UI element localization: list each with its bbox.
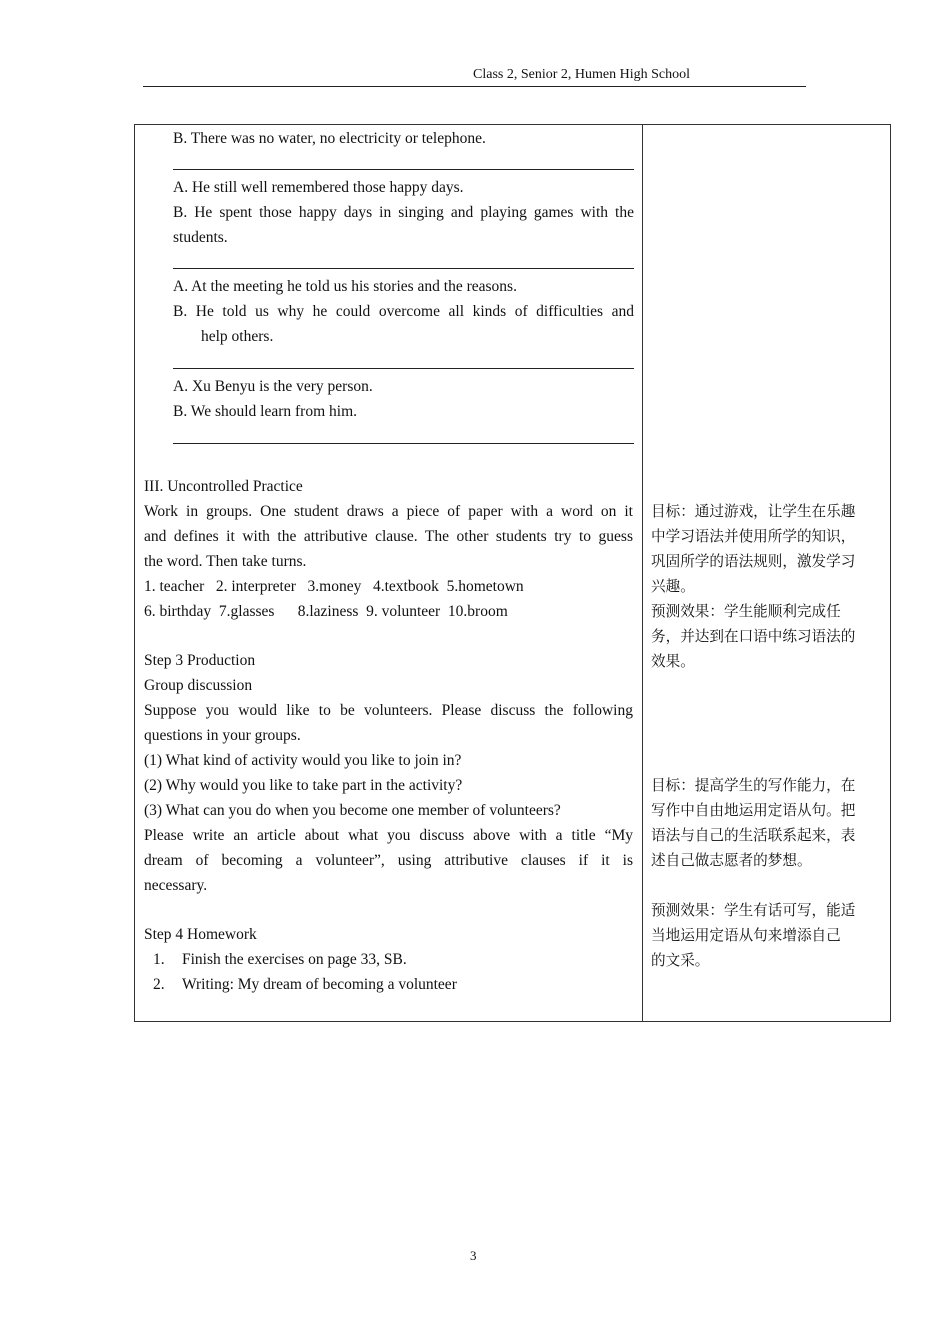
page-header <box>143 66 806 87</box>
homework-item-1-num: 1. <box>153 951 165 968</box>
note-production-line: 语法与自己的生活联系起来，表 <box>651 827 856 844</box>
lesson-table <box>134 124 891 1022</box>
pair-2-line-b: B. He spent those happy days in singing and playing games with the <box>173 204 634 221</box>
note-effect-line: 的文采。 <box>651 952 710 969</box>
note-practice-line: 目标：通过游戏，让学生在乐趣 <box>651 503 856 520</box>
answer-line-1 <box>173 169 634 170</box>
pair-2-line-b-cont: students. <box>173 229 228 246</box>
pair-3-line-a: A. At the meeting he told us his stories and the reasons. <box>173 278 517 295</box>
homework-title: Step 4 Homework <box>144 926 257 943</box>
note-effect-line: 当地运用定语从句来增添自己 <box>651 927 841 944</box>
pair-3-line-b-cont: help others. <box>201 328 274 345</box>
note-practice-line: 预测效果：学生能顺利完成任 <box>651 603 841 620</box>
pair-3-line-b: B. He told us why he could overcome all kinds of difficulties and <box>173 303 634 320</box>
pair-2-line-a: A. He still well remembered those happy days. <box>173 179 464 196</box>
question-2: (2) Why would you like to take part in the activity? <box>144 777 463 794</box>
pair-1-line-b: B. There was no water, no electricity or telephone. <box>173 130 486 147</box>
production-line-2: questions in your groups. <box>144 727 301 744</box>
note-production <box>651 773 883 873</box>
note-practice-line: 巩固所学的语法规则，激发学习 <box>651 553 856 570</box>
header-text: Class 2, Senior 2, Humen High School <box>473 67 690 82</box>
homework-item-1: Finish the exercises on page 33, SB. <box>182 951 407 968</box>
homework-item-2: Writing: My dream of becoming a volunteer <box>182 976 457 993</box>
homework-item-2-num: 2. <box>153 976 165 993</box>
production-line-7: dream of becoming a volunteer”, using attributive clauses if it is <box>144 852 633 869</box>
word-list-2: 6. birthday 7.glasses 8.laziness 9. volunteer 10.broom <box>144 603 508 620</box>
note-practice-line: 中学习语法并使用所学的知识， <box>651 528 856 545</box>
uncontrolled-line-2: and defines it with the attributive clause. The other students try to guess <box>144 528 633 545</box>
uncontrolled-line-1: Work in groups. One student draws a piece of paper with a word on it <box>144 503 633 520</box>
question-3: (3) What can you do when you become one member of volunteers? <box>144 802 561 819</box>
uncontrolled-title: III. Uncontrolled Practice <box>144 478 303 495</box>
pair-4-line-b: B. We should learn from him. <box>173 403 358 420</box>
uncontrolled-line-3: the word. Then take turns. <box>144 553 307 570</box>
question-1: (1) What kind of activity would you like to join in? <box>144 752 462 769</box>
note-effect-line: 预测效果：学生有话可写，能适 <box>651 902 856 919</box>
note-production-line: 目标：提高学生的写作能力，在 <box>651 777 856 794</box>
note-practice-line: 效果。 <box>651 653 695 670</box>
production-line-8: necessary. <box>144 877 208 894</box>
note-effect <box>651 898 883 973</box>
production-line-1: Suppose you would like to be volunteers. Please discuss the following <box>144 702 633 719</box>
note-practice <box>651 499 883 674</box>
note-practice-line: 务，并达到在口语中练习语法的 <box>651 628 856 645</box>
answer-line-2 <box>173 268 634 269</box>
production-subtitle: Group discussion <box>144 677 253 694</box>
production-line-6: Please write an article about what you discuss above with a title “My <box>144 827 633 844</box>
answer-line-4 <box>173 443 634 444</box>
word-list-1: 1. teacher 2. interpreter 3.money 4.textbook 5.hometown <box>144 578 524 595</box>
note-production-line: 写作中自由地运用定语从句。把 <box>651 802 856 819</box>
note-practice-line: 兴趣。 <box>651 578 695 595</box>
page-number: 3 <box>470 1248 477 1263</box>
column-divider <box>642 125 643 1021</box>
production-title: Step 3 Production <box>144 652 256 669</box>
note-production-line: 述自己做志愿者的梦想。 <box>651 852 812 869</box>
pair-4-line-a: A. Xu Benyu is the very person. <box>173 378 373 395</box>
answer-line-3 <box>173 368 634 369</box>
